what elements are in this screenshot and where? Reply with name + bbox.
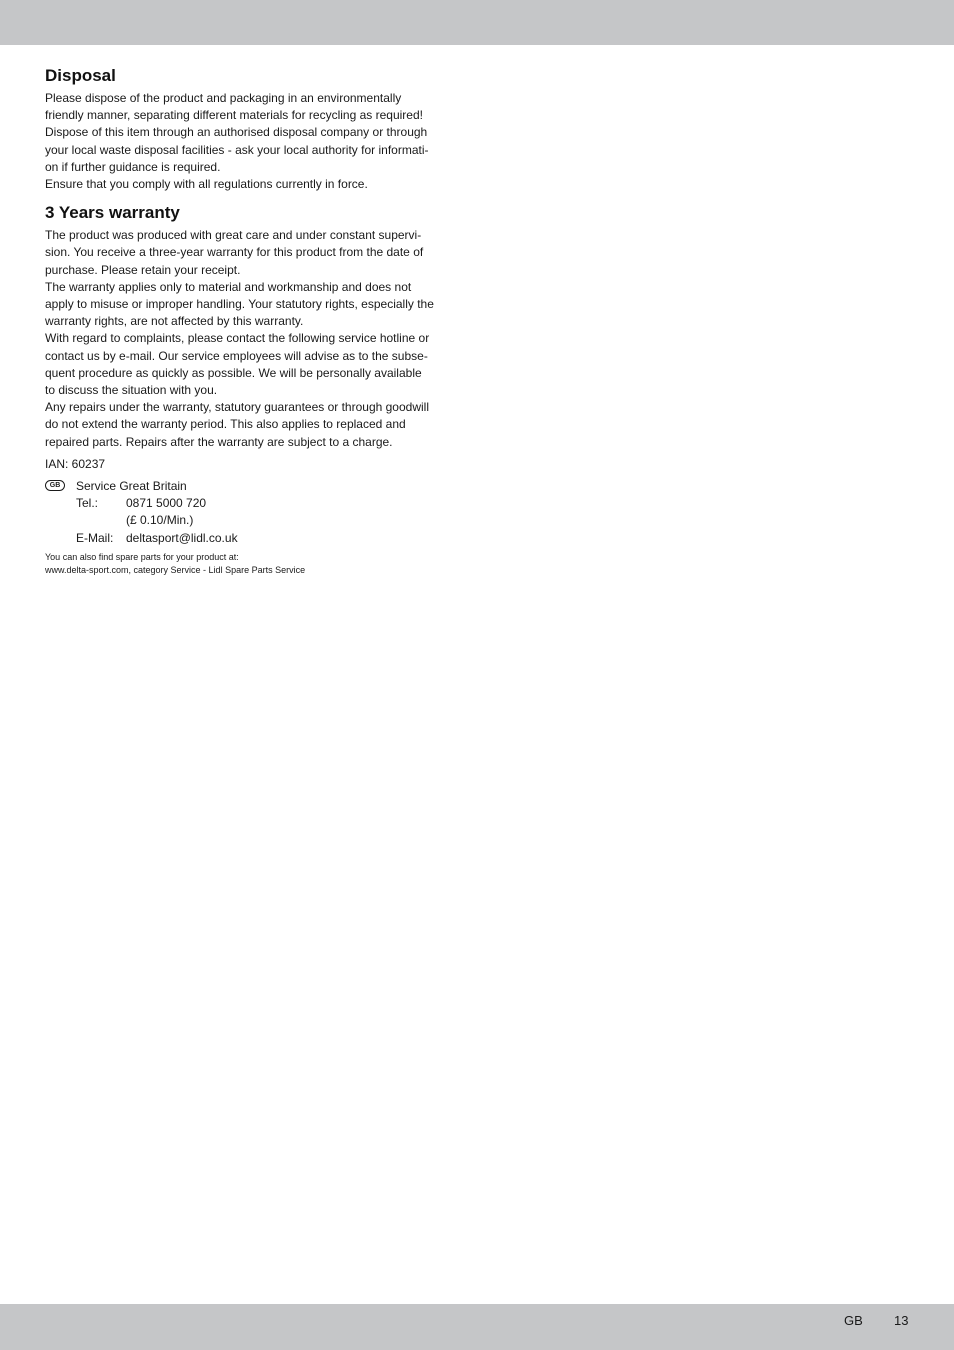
warranty-line: quent procedure as quickly as possible. We will be personally available [45,365,422,380]
disposal-line: Please dispose of the product and packaging in an environmentally [45,91,402,105]
footer-band [0,1304,954,1350]
service-title: Service Great Britain [76,479,187,494]
warranty-line: With regard to complaints, please contact the following service hotline or [45,331,430,346]
email-address: deltasport@lidl.co.uk [126,530,238,545]
warranty-line: to discuss the situation with you. [45,383,218,398]
service-block [45,478,460,547]
disposal-line: Ensure that you comply with all regulations currently in force. [45,177,368,192]
warranty-heading: 3 Years warranty [45,203,180,223]
disposal-line: your local waste disposal facilities - ask your local authority for informati- [45,142,429,157]
tel-rate: (£ 0.10/Min.) [126,513,194,528]
warranty-line: The product was produced with great care and under constant supervi- [45,228,422,243]
disposal-line: on if further guidance is required. [45,159,221,174]
warranty-line: sion. You receive a three-year warranty for this product from the date of [45,245,424,260]
spare-parts-note [45,551,460,577]
service-title-row [45,478,460,495]
gb-country-badge: GB [45,480,65,491]
warranty-line: do not extend the warranty period. This also applies to replaced and [45,417,406,432]
header-band [0,0,954,45]
service-rate-row [45,512,460,529]
rate-spacer [76,512,126,529]
spare-parts-url-line: www.delta-sport.com, category Service - Lidl Spare Parts Service [45,564,306,575]
warranty-text [45,227,460,451]
warranty-line: warranty rights, are not affected by this warranty. [45,314,304,329]
ian-number: IAN: 60237 [45,456,106,471]
footer-page-number: 13 [894,1313,909,1328]
service-tel-row [45,495,460,512]
disposal-text [45,90,460,193]
disposal-line: Dispose of this item through an authorised disposal company or through [45,125,428,140]
page-content [45,64,460,577]
warranty-line: purchase. Please retain your receipt. [45,262,241,277]
warranty-line: contact us by e-mail. Our service employees will advise as to the subse- [45,348,428,363]
disposal-line: friendly manner, separating different materials for recycling as required! [45,108,423,123]
spare-parts-line: You can also find spare parts for your product at: [45,551,239,562]
tel-number: 0871 5000 720 [126,496,207,511]
warranty-line: apply to misuse or improper handling. Your statutory rights, especially the [45,297,434,312]
warranty-line: The warranty applies only to material and workmanship and does not [45,279,412,294]
service-email-row [45,530,460,547]
disposal-heading: Disposal [45,66,116,85]
warranty-line: Any repairs under the warranty, statutory guarantees or through goodwill [45,400,429,415]
tel-label: Tel.: [76,496,99,511]
email-label: E-Mail: [76,530,114,545]
footer-language-code: GB [844,1313,863,1328]
warranty-line: repaired parts. Repairs after the warranty are subject to a charge. [45,434,393,449]
